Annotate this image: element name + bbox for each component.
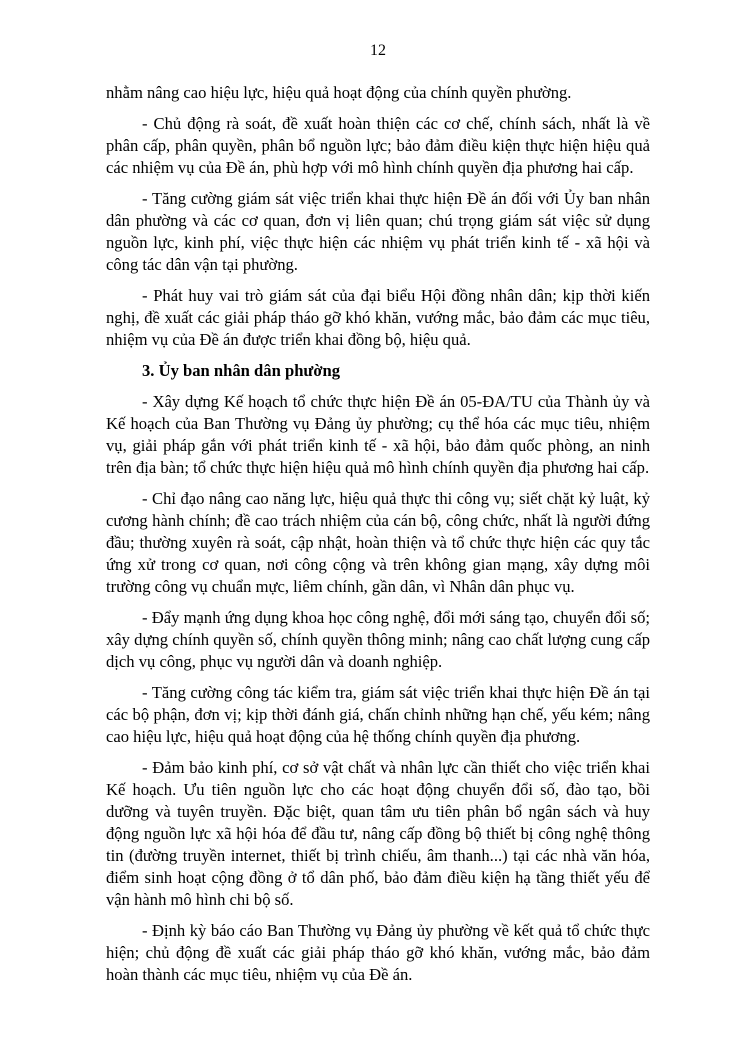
section-heading: 3. Ủy ban nhân dân phường <box>142 361 341 380</box>
page-number: 12 <box>370 42 386 59</box>
paragraph: - Tăng cường giám sát việc triển khai thực hiện Đề án đối với Ủy ban nhân dân phường và các cơ quan, đơn vị liên quan; chú trọng giám sát việc sử dụng nguồn lực, kinh phí, việc thực hiện các nhiệm vụ phát triển kinh tế - xã hội và công tác dân vận tại phường. <box>106 189 650 274</box>
paragraph: - Phát huy vai trò giám sát của đại biểu Hội đồng nhân dân; kịp thời kiến nghị, đề xuất các giải pháp tháo gỡ khó khăn, vướng mắc, bảo đảm các mục tiêu, nhiệm vụ của Đề án được triển khai đồng bộ, hiệu quả. <box>106 286 650 349</box>
paragraph: - Đẩy mạnh ứng dụng khoa học công nghệ, đổi mới sáng tạo, chuyển đổi số; xây dựng chính quyền số, chính quyền thông minh; nâng cao chất lượng cung cấp dịch vụ công, phục vụ người dân và doanh nghiệp. <box>106 608 650 671</box>
paragraph: - Xây dựng Kế hoạch tổ chức thực hiện Đề án 05-ĐA/TU của Thành ủy và Kế hoạch của Ban Thường vụ Đảng ủy phường; cụ thể hóa các mục tiêu, nhiệm vụ, giải pháp gắn với phát triển kinh tế - xã hội, bảo đảm quốc phòng, an ninh trên địa bàn; tổ chức thực hiện hiệu quả mô hình chính quyền địa phương hai cấp. <box>106 392 650 477</box>
paragraph: - Tăng cường công tác kiểm tra, giám sát việc triển khai thực hiện Đề án tại các bộ phận, đơn vị; kịp thời đánh giá, chấn chỉnh những hạn chế, yếu kém; nâng cao hiệu lực, hiệu quả hoạt động của hệ thống chính quyền địa phương. <box>106 683 650 746</box>
paragraph: - Chỉ đạo nâng cao năng lực, hiệu quả thực thi công vụ; siết chặt kỷ luật, kỷ cương hành chính; đề cao trách nhiệm của cán bộ, công chức, nhất là người đứng đầu; thường xuyên rà soát, cập nhật, hoàn thiện và tổ chức thực hiện các quy tắc ứng xử trong cơ quan, nơi công cộng và trên không gian mạng, xây dựng môi trường công vụ chuẩn mực, liêm chính, gần dân, vì Nhân dân phục vụ. <box>106 489 650 596</box>
paragraph: - Định kỳ báo cáo Ban Thường vụ Đảng ủy phường về kết quả tổ chức thực hiện; chủ động đề xuất các giải pháp tháo gỡ khó khăn, vướng mắc, bảo đảm hoàn thành các mục tiêu, nhiệm vụ của Đề án. <box>106 921 650 984</box>
paragraph: - Đảm bảo kinh phí, cơ sở vật chất và nhân lực cần thiết cho việc triển khai Kế hoạch. Ưu tiên nguồn lực cho các hoạt động chuyển đổi số, đào tạo, bồi dưỡng và tuyên truyền. Đặc biệt, quan tâm ưu tiên phân bổ ngân sách và huy động nguồn lực xã hội hóa để đầu tư, nâng cấp đồng bộ thiết bị công nghệ thông tin (đường truyền internet, thiết bị trình chiếu, âm thanh...) tại các nhà văn hóa, điểm sinh hoạt cộng đồng ở tổ dân phố, bảo đảm điều kiện hạ tầng thiết yếu để vận hành mô hình chi bộ số. <box>106 758 650 909</box>
paragraph: - Chủ động rà soát, đề xuất hoàn thiện các cơ chế, chính sách, nhất là về phân cấp, phân quyền, phân bổ nguồn lực; bảo đảm điều kiện thực hiện hiệu quả các nhiệm vụ của Đề án, phù hợp với mô hình chính quyền địa phương hai cấp. <box>106 114 650 177</box>
paragraph: nhằm nâng cao hiệu lực, hiệu quả hoạt động của chính quyền phường. <box>106 83 572 102</box>
